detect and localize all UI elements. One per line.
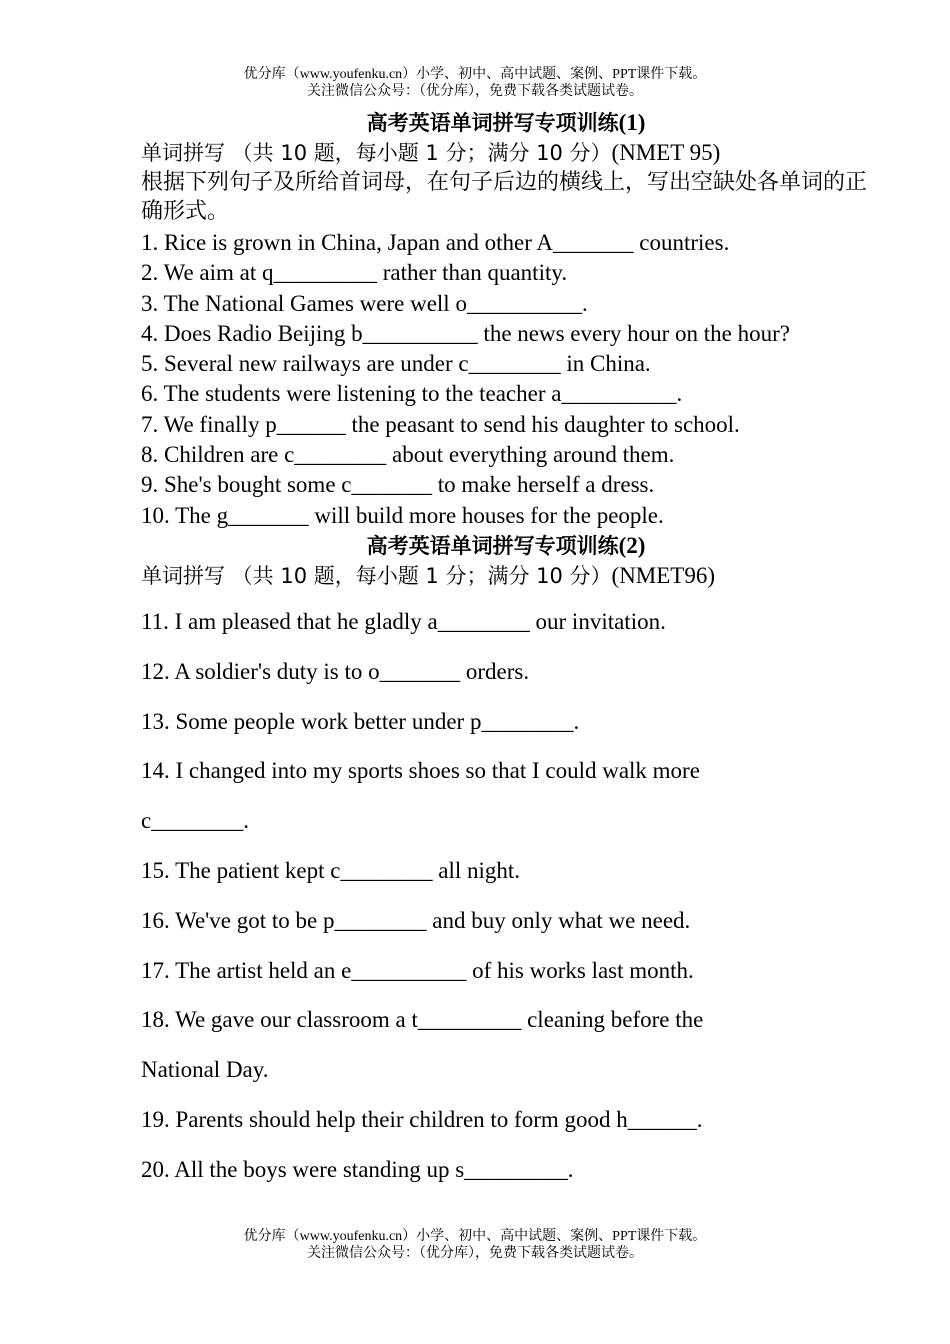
- section-1-title-number: (1): [618, 110, 646, 135]
- question-item: 5. Several new railways are under c________ in China.: [141, 351, 651, 377]
- question-item: 3. The National Games were well o__________.: [141, 290, 588, 316]
- question-line: National Day.: [141, 1057, 269, 1083]
- header-line-1: 优分库（www.youfenku.cn）小学、初中、高中试题、案例、PPT课件下载。: [243, 67, 707, 82]
- question-item: 2. We aim at q_________ rather than quantity.: [141, 260, 568, 286]
- section-2-title-text: 高考英语单词拼写专项训练: [366, 533, 619, 558]
- question-item: 6. The students were listening to the teacher a__________.: [141, 381, 683, 407]
- question-item: 7. We finally p______ the peasant to send his daughter to school.: [141, 411, 740, 437]
- section-1-subtitle: [141, 138, 871, 168]
- section-1-question-list: [141, 228, 871, 531]
- question-line: 11. I am pleased that he gladly a________ our invitation.: [141, 608, 666, 634]
- footer-line-2: 关注微信公众号：（优分库），免费下载各类试题试卷。: [307, 1246, 643, 1261]
- page-header: [0, 66, 950, 100]
- section-2-subtitle-cn: 单词拼写 （共 10 题，每小题 1 分；满分 10 分）: [141, 563, 612, 588]
- section-1-subtitle-en: (NMET 95): [611, 140, 721, 165]
- question-line: 20. All the boys were standing up s_________.: [141, 1156, 574, 1182]
- section-2-title: [141, 531, 871, 561]
- page-content: [141, 108, 871, 1195]
- section-2-subtitle-en: (NMET96): [611, 562, 716, 588]
- question-item: 8. Children are c________ about everything around them.: [141, 442, 675, 468]
- question-item: 9. She's bought some c_______ to make herself a dress.: [141, 472, 655, 498]
- section-1-title: [141, 108, 871, 138]
- question-line: 19. Parents should help their children to form good h______.: [141, 1106, 703, 1132]
- page-footer: [0, 1228, 950, 1262]
- question-line: 18. We gave our classroom a t_________ cleaning before the: [141, 1007, 704, 1033]
- footer-line-1: 优分库（www.youfenku.cn）小学、初中、高中试题、案例、PPT课件下载。: [243, 1229, 707, 1244]
- section-2-question-list: [141, 597, 871, 1195]
- question-line: 17. The artist held an e__________ of his works last month.: [141, 957, 694, 983]
- section-1-title-text: 高考英语单词拼写专项训练: [366, 111, 619, 135]
- question-item: 1. Rice is grown in China, Japan and other A_______ countries.: [141, 230, 730, 255]
- question-line: 14. I changed into my sports shoes so that I could walk more: [141, 758, 700, 784]
- section-1-subtitle-cn: 单词拼写 （共 10 题，每小题 1 分；满分 10 分）: [141, 141, 612, 165]
- question-line: 15. The patient kept c________ all night.: [141, 857, 521, 883]
- section-1-instruction: 根据下列句子及所给首词母，在句子后边的横线上，写出空缺处各单词的正确形式。: [141, 170, 868, 224]
- section-2-title-number: (2): [618, 532, 646, 558]
- question-item: 4. Does Radio Beijing b__________ the news every hour on the hour?: [141, 320, 790, 346]
- question-line: 13. Some people work better under p________.: [141, 708, 580, 734]
- header-line-2: 关注微信公众号：（优分库），免费下载各类试题试卷。: [307, 84, 643, 99]
- question-line: 12. A soldier's duty is to o_______ orders.: [141, 658, 530, 684]
- section-2-subtitle: [141, 561, 871, 591]
- question-line: 16. We've got to be p________ and buy only what we need.: [141, 907, 691, 933]
- question-line: c________.: [141, 808, 249, 834]
- question-item: 10. The g_______ will build more houses for the people.: [141, 502, 664, 528]
